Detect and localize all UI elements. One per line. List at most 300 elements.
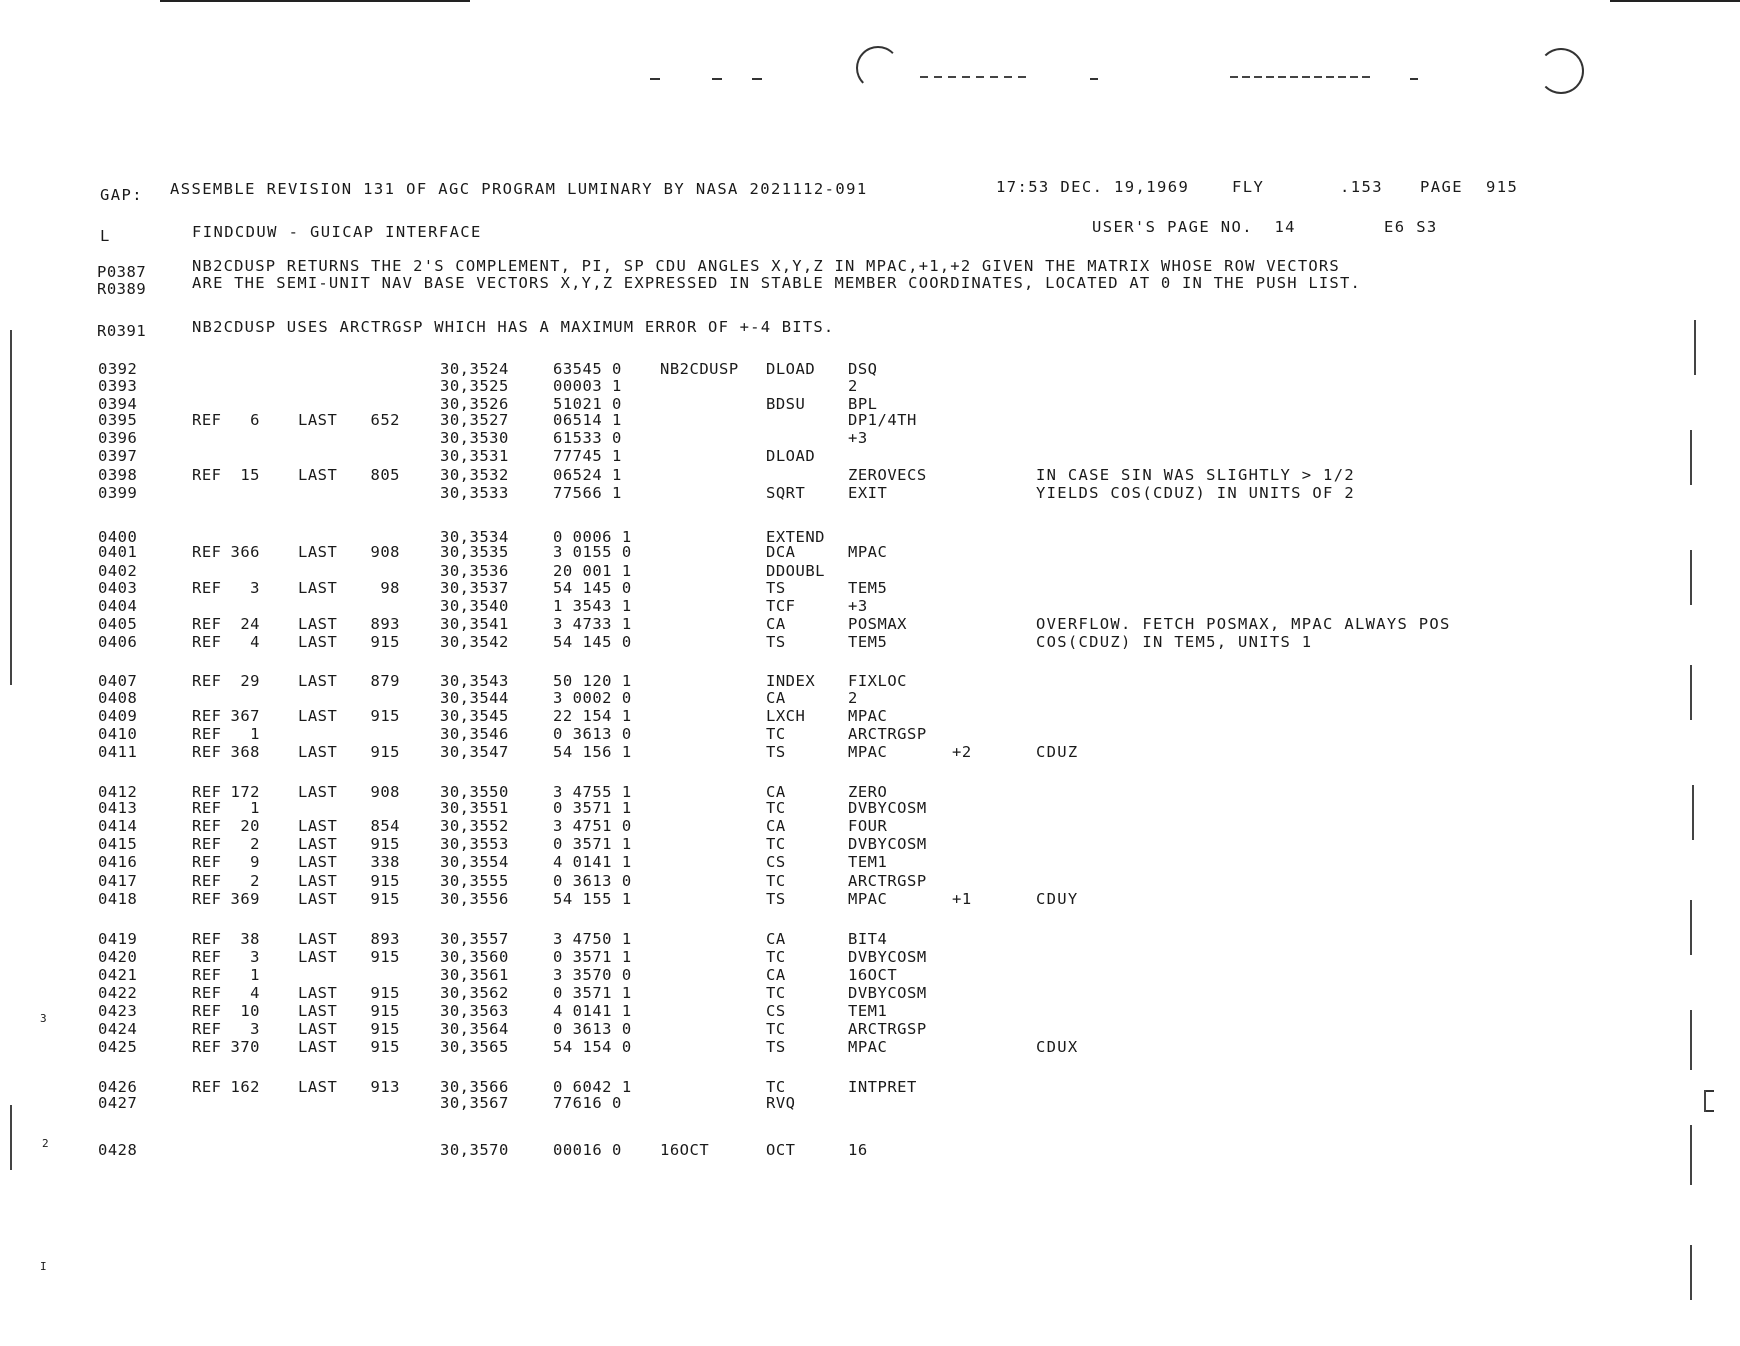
cell-addr: 30,3553 xyxy=(440,835,509,853)
cell-last: LAST xyxy=(298,1020,338,1038)
cell-addr: 30,3552 xyxy=(440,817,509,835)
scan-dash-7 xyxy=(1410,78,1418,80)
listing-row xyxy=(0,835,1740,853)
cell-line: 0422 xyxy=(98,984,138,1002)
cell-operand: MPAC xyxy=(848,743,888,761)
top-rule-left xyxy=(160,0,470,2)
cell-last: LAST xyxy=(298,411,338,429)
cell-word: 63545 0 xyxy=(553,360,622,378)
cell-op: TC xyxy=(766,835,786,853)
listing-row xyxy=(0,360,1740,378)
listing-row xyxy=(0,562,1740,580)
section-title: FINDCDUW - GUICAP INTERFACE xyxy=(192,223,482,241)
cell-lastn: 338 xyxy=(370,853,400,871)
cell-lastn: 893 xyxy=(370,615,400,633)
listing-row xyxy=(0,672,1740,690)
listing-row xyxy=(0,817,1740,835)
cell-addr: 30,3543 xyxy=(440,672,509,690)
cell-op: CA xyxy=(766,966,786,984)
listing-row xyxy=(0,948,1740,966)
cell-last: LAST xyxy=(298,466,338,484)
cell-addr: 30,3561 xyxy=(440,966,509,984)
cell-operand: TEM1 xyxy=(848,853,888,871)
cell-ref: REF xyxy=(192,466,222,484)
cell-operand: DSQ xyxy=(848,360,878,378)
cell-last: LAST xyxy=(298,707,338,725)
listing-row xyxy=(0,411,1740,429)
cell-refn: 3 xyxy=(250,1020,260,1038)
listing-row xyxy=(0,484,1740,502)
cell-op: TS xyxy=(766,579,786,597)
scan-dash-1 xyxy=(650,78,660,80)
listing-row xyxy=(0,579,1740,597)
cell-lastn: 915 xyxy=(370,1038,400,1056)
cell-label: 16OCT xyxy=(660,1141,710,1159)
cell-last: LAST xyxy=(298,1078,338,1096)
cell-word: 54 156 1 xyxy=(553,743,632,761)
cell-word: 54 145 0 xyxy=(553,579,632,597)
cell-word: 22 154 1 xyxy=(553,707,632,725)
cell-lastn: 908 xyxy=(370,543,400,561)
cell-label: NB2CDUSP xyxy=(660,360,739,378)
comment-text: ARE THE SEMI-UNIT NAV BASE VECTORS X,Y,Z EXPRESSED IN STABLE MEMBER COORDINATES, LOCATED AT 0 IN THE PUSH LIST. xyxy=(192,274,1362,292)
cell-comment: CDUY xyxy=(1036,890,1079,908)
cell-op: DCA xyxy=(766,543,796,561)
cell-word: 4 0141 1 xyxy=(553,1002,632,1020)
cell-op: CA xyxy=(766,783,786,801)
cell-line: 0398 xyxy=(98,466,138,484)
cell-line: 0418 xyxy=(98,890,138,908)
cell-lastn: 908 xyxy=(370,783,400,801)
cell-addr: 30,3527 xyxy=(440,411,509,429)
cell-ref: REF xyxy=(192,890,222,908)
cell-line: 0415 xyxy=(98,835,138,853)
cell-word: 0 3613 0 xyxy=(553,872,632,890)
cell-lastn: 915 xyxy=(370,743,400,761)
margin-mark-2: 2 xyxy=(42,1137,50,1150)
cell-last: LAST xyxy=(298,1002,338,1020)
listing-row xyxy=(0,725,1740,743)
timestamp: 17:53 DEC. 19,1969 xyxy=(996,178,1190,196)
cell-op: TS xyxy=(766,743,786,761)
cell-op: TC xyxy=(766,872,786,890)
cell-op: CS xyxy=(766,1002,786,1020)
cell-word: 1 3543 1 xyxy=(553,597,632,615)
listing-row xyxy=(0,853,1740,871)
cell-last: LAST xyxy=(298,817,338,835)
cell-lastn: 915 xyxy=(370,984,400,1002)
cell-word: 0 0006 1 xyxy=(553,528,632,546)
cell-comment: CDUX xyxy=(1036,1038,1079,1056)
cell-operand: EXIT xyxy=(848,484,888,502)
cell-line: 0392 xyxy=(98,360,138,378)
cell-addr: 30,3560 xyxy=(440,948,509,966)
cell-lastn: 915 xyxy=(370,890,400,908)
cell-operand: POSMAX xyxy=(848,615,907,633)
listing-row xyxy=(0,872,1740,890)
cell-operand: TEM5 xyxy=(848,579,888,597)
cell-operand: DVBYCOSM xyxy=(848,948,927,966)
comment-id: R0391 xyxy=(97,322,147,340)
cell-ref: REF xyxy=(192,783,222,801)
cell-ref: REF xyxy=(192,984,222,1002)
listing-row xyxy=(0,890,1740,908)
cell-ref: REF xyxy=(192,411,222,429)
cell-comment: IN CASE SIN WAS SLIGHTLY > 1/2 xyxy=(1036,466,1355,484)
cell-addr: 30,3541 xyxy=(440,615,509,633)
cell-word: 50 120 1 xyxy=(553,672,632,690)
e6-marker: E6 S3 xyxy=(1384,218,1438,236)
cell-addr: 30,3557 xyxy=(440,930,509,948)
cell-word: 0 3613 0 xyxy=(553,725,632,743)
listing-row xyxy=(0,743,1740,761)
cell-lastn: 915 xyxy=(370,707,400,725)
cell-word: 3 4751 0 xyxy=(553,817,632,835)
scan-arc-left xyxy=(856,46,900,90)
cell-last: LAST xyxy=(298,872,338,890)
cell-addr: 30,3540 xyxy=(440,597,509,615)
cell-operand: INTPRET xyxy=(848,1078,917,1096)
cell-ref: REF xyxy=(192,872,222,890)
cell-line: 0410 xyxy=(98,725,138,743)
listing-row xyxy=(0,429,1740,447)
cell-ref: REF xyxy=(192,743,222,761)
cell-operand: ARCTRGSP xyxy=(848,872,927,890)
comment-text: NB2CDUSP RETURNS THE 2'S COMPLEMENT, PI, SP CDU ANGLES X,Y,Z IN MPAC,+1,+2 GIVEN THE MATRIX WHOSE ROW VECTORS xyxy=(192,257,1340,275)
users-page: USER'S PAGE NO. 14 xyxy=(1092,218,1296,236)
cell-word: 0 6042 1 xyxy=(553,1078,632,1096)
cell-line: 0413 xyxy=(98,799,138,817)
cell-last: LAST xyxy=(298,783,338,801)
cell-ref: REF xyxy=(192,543,222,561)
listing-row xyxy=(0,543,1740,561)
gap-label: GAP: xyxy=(100,186,143,204)
listing-row xyxy=(0,1002,1740,1020)
cell-operand: ZEROVECS xyxy=(848,466,927,484)
cell-addr: 30,3542 xyxy=(440,633,509,651)
cell-line: 0423 xyxy=(98,1002,138,1020)
cell-addr: 30,3530 xyxy=(440,429,509,447)
cell-operand: 16 xyxy=(848,1141,868,1159)
cell-line: 0417 xyxy=(98,872,138,890)
cell-ref: REF xyxy=(192,615,222,633)
listing-row xyxy=(0,930,1740,948)
cell-line: 0419 xyxy=(98,930,138,948)
scan-circle-right xyxy=(1538,48,1584,94)
cell-last: LAST xyxy=(298,743,338,761)
cell-refn: 6 xyxy=(250,411,260,429)
cell-comment: COS(CDUZ) IN TEM5, UNITS 1 xyxy=(1036,633,1313,651)
cell-op: CA xyxy=(766,689,786,707)
cell-last: LAST xyxy=(298,1038,338,1056)
cell-operand: DVBYCOSM xyxy=(848,799,927,817)
cell-lastn: 652 xyxy=(370,411,400,429)
cell-line: 0404 xyxy=(98,597,138,615)
cell-operand: DVBYCOSM xyxy=(848,835,927,853)
cell-op: TS xyxy=(766,633,786,651)
cell-refn: 369 xyxy=(230,890,260,908)
cell-ref: REF xyxy=(192,579,222,597)
cell-last: LAST xyxy=(298,948,338,966)
cell-ref: REF xyxy=(192,853,222,871)
listing-row xyxy=(0,689,1740,707)
cell-addr: 30,3524 xyxy=(440,360,509,378)
cell-line: 0402 xyxy=(98,562,138,580)
cell-line: 0407 xyxy=(98,672,138,690)
fly-label: FLY xyxy=(1232,178,1265,196)
cell-operand: 16OCT xyxy=(848,966,898,984)
cell-comment: YIELDS COS(CDUZ) IN UNITS OF 2 xyxy=(1036,484,1355,502)
cell-addr: 30,3526 xyxy=(440,395,509,413)
cell-operand: MPAC xyxy=(848,1038,888,1056)
cell-operand: ZERO xyxy=(848,783,888,801)
cell-line: 0421 xyxy=(98,966,138,984)
cell-op: INDEX xyxy=(766,672,816,690)
cell-ref: REF xyxy=(192,672,222,690)
cell-op: SQRT xyxy=(766,484,806,502)
listing-row xyxy=(0,1020,1740,1038)
left-margin-bar-2 xyxy=(10,1105,12,1170)
cell-lastn: 913 xyxy=(370,1078,400,1096)
cell-word: 3 4755 1 xyxy=(553,783,632,801)
top-rule-right xyxy=(1610,0,1740,2)
cell-line: 0412 xyxy=(98,783,138,801)
cell-ref: REF xyxy=(192,1002,222,1020)
cell-addr: 30,3536 xyxy=(440,562,509,580)
cell-operand: ARCTRGSP xyxy=(848,725,927,743)
listing-row xyxy=(0,799,1740,817)
cell-ref: REF xyxy=(192,725,222,743)
cell-word: 3 3570 0 xyxy=(553,966,632,984)
cell-operand: DP1/4TH xyxy=(848,411,917,429)
cell-ref: REF xyxy=(192,835,222,853)
cell-line: 0401 xyxy=(98,543,138,561)
cell-addr: 30,3564 xyxy=(440,1020,509,1038)
cell-addr: 30,3550 xyxy=(440,783,509,801)
cell-word: 20 001 1 xyxy=(553,562,632,580)
cell-word: 0 3571 1 xyxy=(553,835,632,853)
cell-word: 06524 1 xyxy=(553,466,622,484)
cell-refn: 162 xyxy=(230,1078,260,1096)
cell-mod: +2 xyxy=(952,743,972,761)
cell-op: LXCH xyxy=(766,707,806,725)
cell-op: TS xyxy=(766,1038,786,1056)
right-edge-mark-9 xyxy=(1690,1245,1692,1300)
cell-word: 0 3571 1 xyxy=(553,984,632,1002)
cell-op: TC xyxy=(766,725,786,743)
cell-operand: MPAC xyxy=(848,707,888,725)
cell-lastn: 915 xyxy=(370,948,400,966)
cell-word: 3 4733 1 xyxy=(553,615,632,633)
listing-row xyxy=(0,1141,1740,1159)
cell-word: 0 3571 1 xyxy=(553,799,632,817)
cell-operand: FIXLOC xyxy=(848,672,907,690)
cell-addr: 30,3547 xyxy=(440,743,509,761)
cell-refn: 20 xyxy=(240,817,260,835)
cell-op: DLOAD xyxy=(766,360,816,378)
cell-refn: 3 xyxy=(250,948,260,966)
cell-refn: 370 xyxy=(230,1038,260,1056)
cell-op: TC xyxy=(766,1078,786,1096)
cell-addr: 30,3537 xyxy=(440,579,509,597)
cell-op: EXTEND xyxy=(766,528,825,546)
cell-addr: 30,3562 xyxy=(440,984,509,1002)
listing-row xyxy=(0,633,1740,651)
cell-operand: MPAC xyxy=(848,543,888,561)
cell-line: 0428 xyxy=(98,1141,138,1159)
cell-word: 77566 1 xyxy=(553,484,622,502)
cell-refn: 10 xyxy=(240,1002,260,1020)
cell-line: 0405 xyxy=(98,615,138,633)
cell-word: 77616 0 xyxy=(553,1094,622,1112)
listing-row xyxy=(0,597,1740,615)
cell-lastn: 915 xyxy=(370,633,400,651)
cell-last: LAST xyxy=(298,579,338,597)
listing-row xyxy=(0,966,1740,984)
cell-lastn: 915 xyxy=(370,872,400,890)
cell-operand: TEM5 xyxy=(848,633,888,651)
listing-row xyxy=(0,1038,1740,1056)
cell-line: 0393 xyxy=(98,377,138,395)
listing-row xyxy=(0,615,1740,633)
cell-ref: REF xyxy=(192,799,222,817)
cell-word: 54 154 0 xyxy=(553,1038,632,1056)
cell-word: 3 4750 1 xyxy=(553,930,632,948)
cell-last: LAST xyxy=(298,930,338,948)
cell-operand: TEM1 xyxy=(848,1002,888,1020)
cell-operand: BPL xyxy=(848,395,878,413)
cell-op: DDOUBL xyxy=(766,562,825,580)
cell-addr: 30,3566 xyxy=(440,1078,509,1096)
cell-addr: 30,3532 xyxy=(440,466,509,484)
scan-dash-4 xyxy=(920,76,1030,78)
cell-refn: 15 xyxy=(240,466,260,484)
cell-ref: REF xyxy=(192,1078,222,1096)
cell-line: 0400 xyxy=(98,528,138,546)
cell-op: OCT xyxy=(766,1141,796,1159)
cell-word: 4 0141 1 xyxy=(553,853,632,871)
cell-mod: +1 xyxy=(952,890,972,908)
cell-line: 0396 xyxy=(98,429,138,447)
cell-op: TCF xyxy=(766,597,796,615)
cell-lastn: 915 xyxy=(370,835,400,853)
cell-comment: OVERFLOW. FETCH POSMAX, MPAC ALWAYS POS xyxy=(1036,615,1451,633)
cell-line: 0394 xyxy=(98,395,138,413)
cell-lastn: 854 xyxy=(370,817,400,835)
cell-addr: 30,3555 xyxy=(440,872,509,890)
cell-word: 61533 0 xyxy=(553,429,622,447)
cell-operand: +3 xyxy=(848,429,868,447)
cell-addr: 30,3570 xyxy=(440,1141,509,1159)
cell-line: 0406 xyxy=(98,633,138,651)
cell-comment: CDUZ xyxy=(1036,743,1079,761)
cell-op: CA xyxy=(766,817,786,835)
cell-line: 0424 xyxy=(98,1020,138,1038)
cell-op: CA xyxy=(766,615,786,633)
cell-line: 0425 xyxy=(98,1038,138,1056)
cell-word: 06514 1 xyxy=(553,411,622,429)
scan-dash-3 xyxy=(752,78,762,80)
assemble-line: ASSEMBLE REVISION 131 OF AGC PROGRAM LUMINARY BY NASA 2021112-091 xyxy=(170,180,868,198)
cell-word: 00003 1 xyxy=(553,377,622,395)
cell-addr: 30,3563 xyxy=(440,1002,509,1020)
cell-addr: 30,3535 xyxy=(440,543,509,561)
cell-lastn: 915 xyxy=(370,1002,400,1020)
cell-addr: 30,3525 xyxy=(440,377,509,395)
scan-dash-6 xyxy=(1230,76,1370,78)
cell-op: BDSU xyxy=(766,395,806,413)
cell-refn: 366 xyxy=(230,543,260,561)
cell-lastn: 98 xyxy=(380,579,400,597)
cell-line: 0427 xyxy=(98,1094,138,1112)
cell-op: TC xyxy=(766,1020,786,1038)
cell-refn: 29 xyxy=(240,672,260,690)
scan-dash-5 xyxy=(1090,78,1098,80)
cell-line: 0420 xyxy=(98,948,138,966)
cell-refn: 3 xyxy=(250,579,260,597)
cell-refn: 1 xyxy=(250,799,260,817)
scan-dash-2 xyxy=(712,78,722,80)
cell-operand: 2 xyxy=(848,689,858,707)
cell-operand: +3 xyxy=(848,597,868,615)
cell-addr: 30,3544 xyxy=(440,689,509,707)
listing-row xyxy=(0,377,1740,395)
cell-operand: BIT4 xyxy=(848,930,888,948)
comment-text: NB2CDUSP USES ARCTRGSP WHICH HAS A MAXIMUM ERROR OF +-4 BITS. xyxy=(192,318,835,336)
cell-last: LAST xyxy=(298,984,338,1002)
cell-last: LAST xyxy=(298,633,338,651)
cell-operand: MPAC xyxy=(848,890,888,908)
cell-addr: 30,3546 xyxy=(440,725,509,743)
cell-operand: 2 xyxy=(848,377,858,395)
cell-ref: REF xyxy=(192,1020,222,1038)
cell-ref: REF xyxy=(192,930,222,948)
cell-refn: 172 xyxy=(230,783,260,801)
cell-line: 0395 xyxy=(98,411,138,429)
cell-last: LAST xyxy=(298,853,338,871)
cell-word: 51021 0 xyxy=(553,395,622,413)
cell-ref: REF xyxy=(192,817,222,835)
seq-number: .153 xyxy=(1340,178,1383,196)
cell-word: 0 3613 0 xyxy=(553,1020,632,1038)
cell-op: CA xyxy=(766,930,786,948)
cell-addr: 30,3556 xyxy=(440,890,509,908)
cell-line: 0403 xyxy=(98,579,138,597)
cell-op: RVQ xyxy=(766,1094,796,1112)
cell-addr: 30,3551 xyxy=(440,799,509,817)
cell-ref: REF xyxy=(192,707,222,725)
cell-refn: 38 xyxy=(240,930,260,948)
cell-refn: 368 xyxy=(230,743,260,761)
cell-last: LAST xyxy=(298,615,338,633)
cell-lastn: 893 xyxy=(370,930,400,948)
comment-id: R0389 xyxy=(97,280,147,298)
cell-line: 0414 xyxy=(98,817,138,835)
cell-word: 3 0155 0 xyxy=(553,543,632,561)
cell-refn: 4 xyxy=(250,984,260,1002)
cell-last: LAST xyxy=(298,672,338,690)
listing-row xyxy=(0,466,1740,484)
cell-last: LAST xyxy=(298,543,338,561)
cell-refn: 1 xyxy=(250,725,260,743)
margin-mark-1: 3 xyxy=(40,1012,48,1025)
cell-ref: REF xyxy=(192,1038,222,1056)
cell-word: 54 155 1 xyxy=(553,890,632,908)
cell-ref: REF xyxy=(192,948,222,966)
listing-row xyxy=(0,447,1740,465)
page-number: 915 xyxy=(1486,178,1519,196)
cell-refn: 24 xyxy=(240,615,260,633)
